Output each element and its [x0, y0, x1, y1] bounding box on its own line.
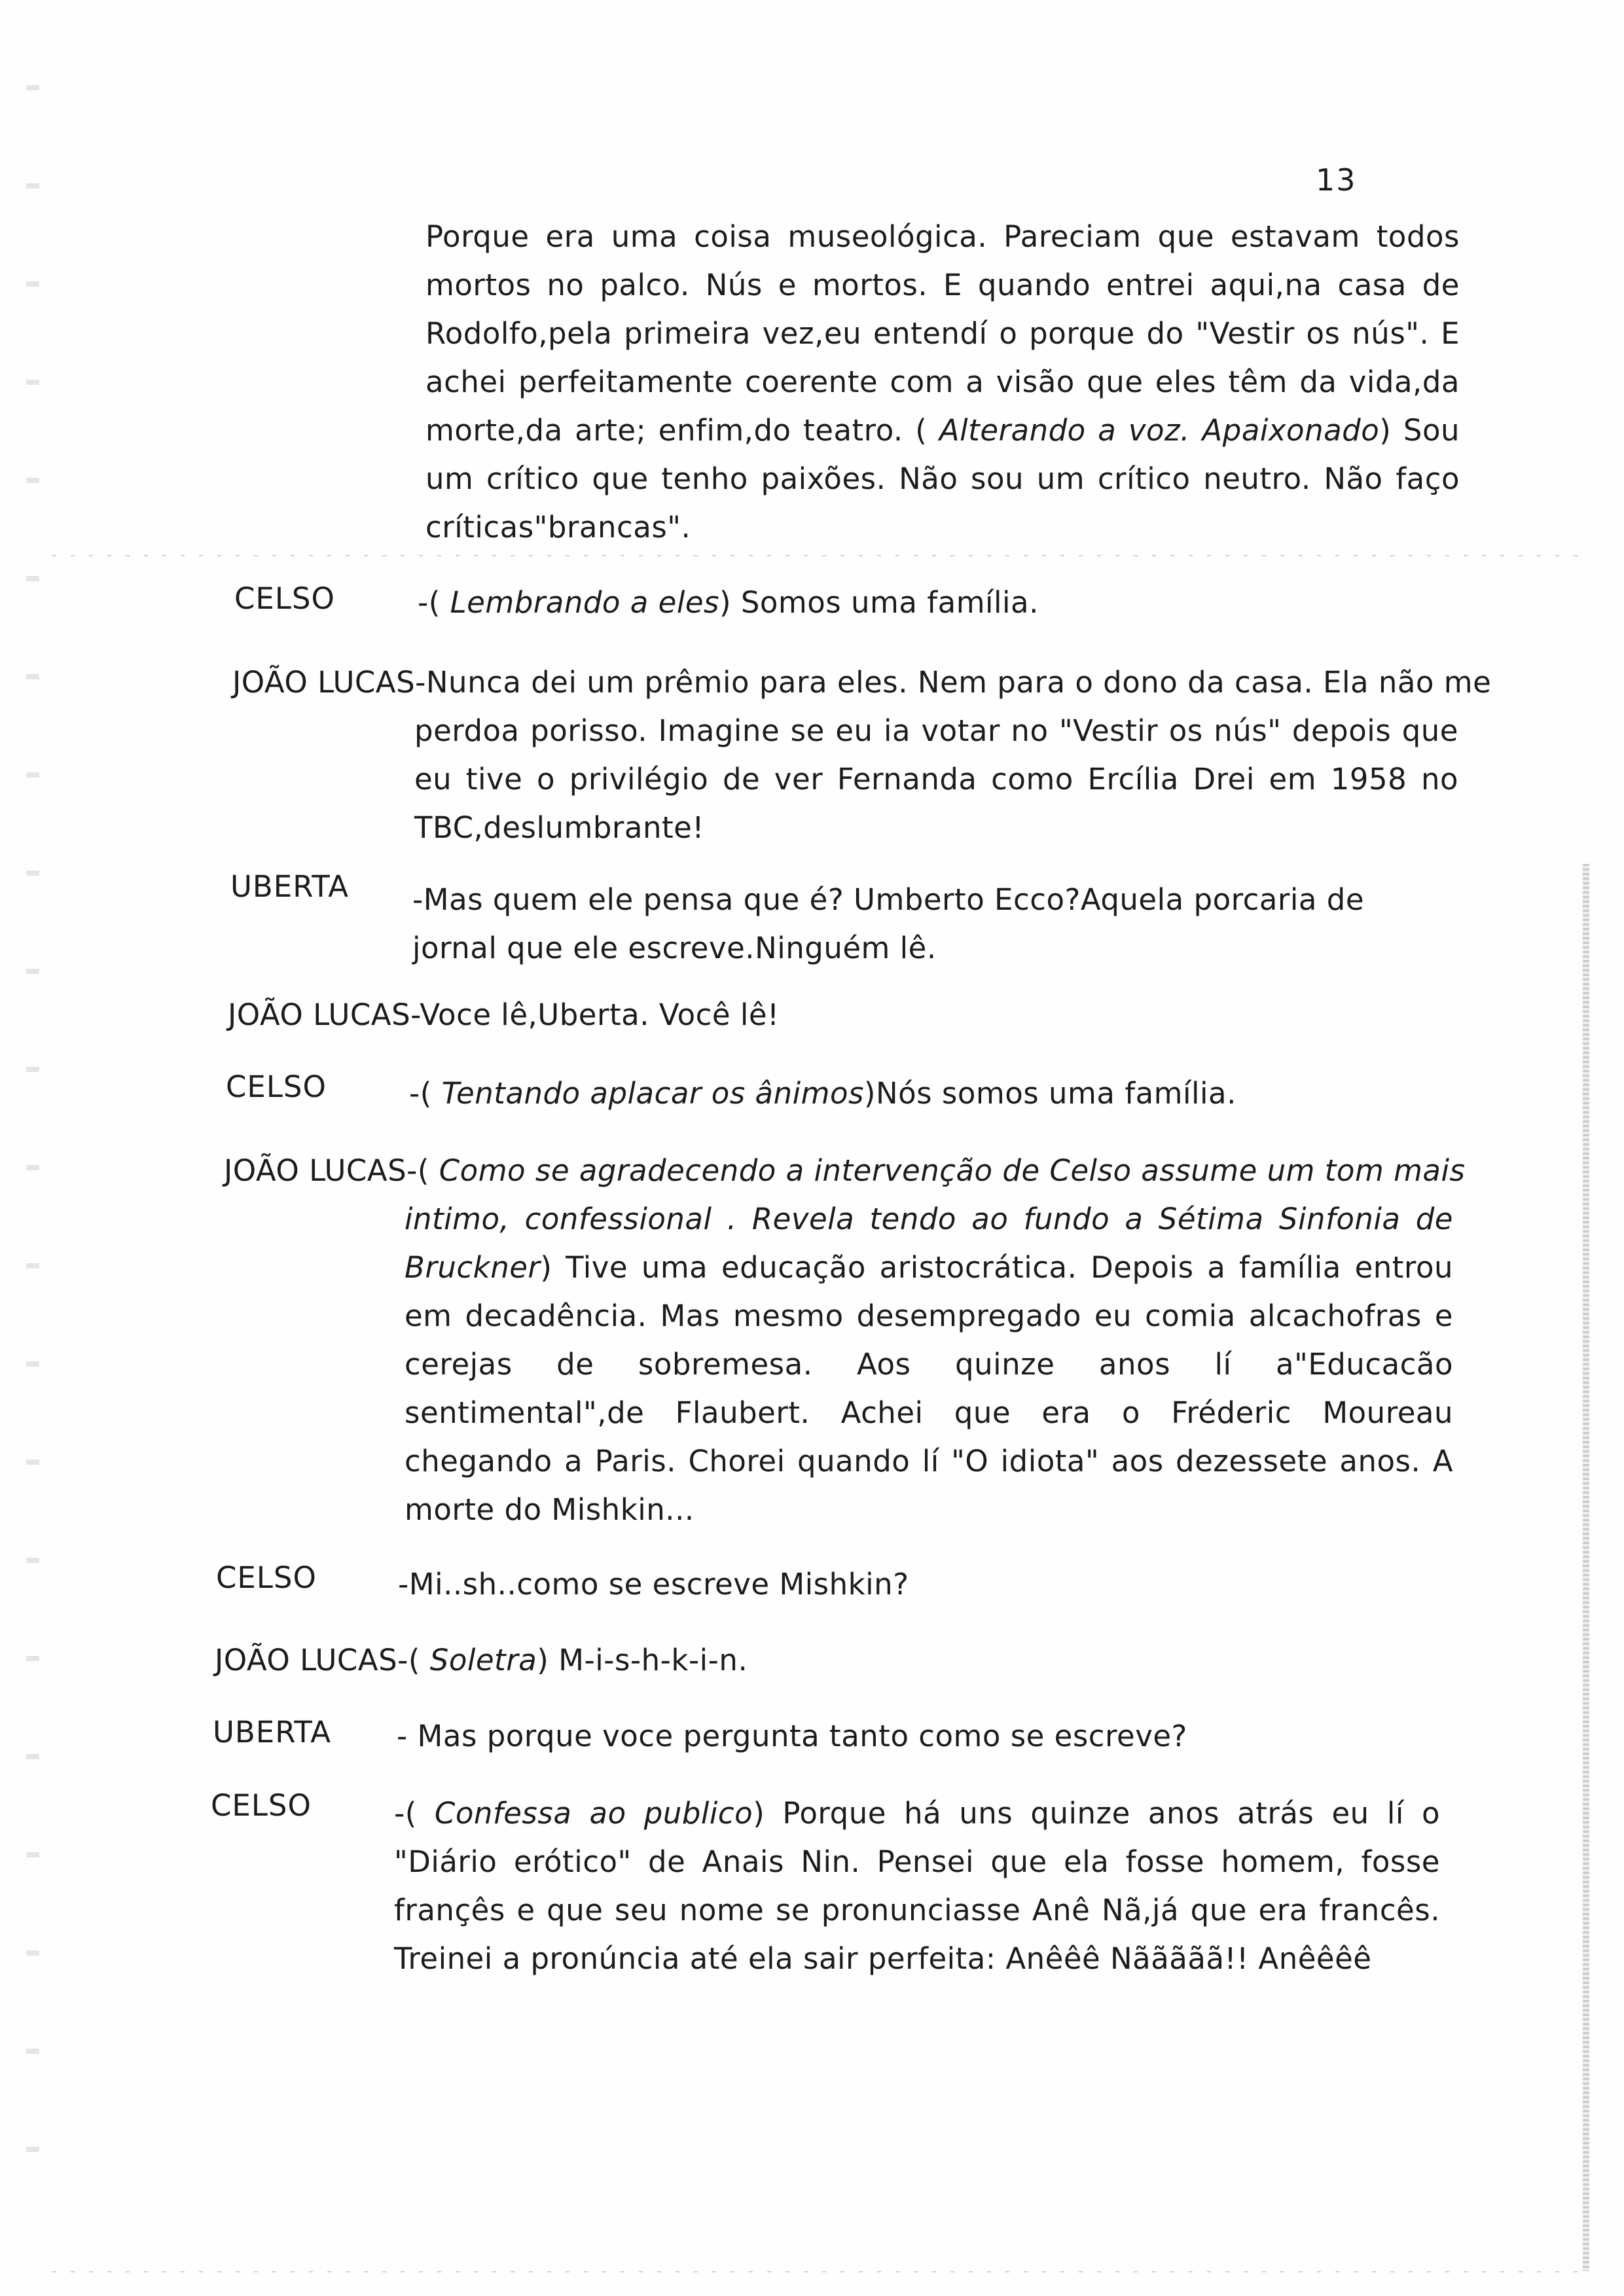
speech-text: -( Confessa ao publico) Porque há uns quinze anos atrás eu lí o "Diário erótico" de Anais Nin. Pensei que ela fosse homem, fosse françês e que seu nome se pronunciasse Anê Nã,já que era francês. Treinei a pronúncia até ela sair perfeita: Anêêê Nããããã!! Anêêêê [394, 1796, 1440, 1976]
stage-direction: intimo, confessional . Revela tendo ao fundo a Sétima Sinfonia de Bruckner [405, 1202, 1453, 1285]
speech-line: -( Lembrando a eles) Somos uma família. [418, 585, 1039, 620]
speech-line: JOÃO LUCAS-Voce lê,Uberta. Você lê! [228, 997, 780, 1032]
stage-direction: Tentando aplacar os ânimos [441, 1076, 864, 1111]
left-margin-artifact [26, 39, 39, 2199]
speaker-name: CELSO [234, 581, 335, 616]
speech-continuation [425, 213, 1460, 552]
speaker-name: UBERTA [230, 869, 350, 904]
speech-text: ) Sou um crítico que tenho paixões. Não sou um crítico neutro. Não faço críticas"brancas". [425, 413, 1460, 545]
speaker-name: JOÃO LUCAS [232, 665, 416, 700]
speaker-name: JOÃO LUCAS [224, 1153, 407, 1188]
speech-text: -Mas quem ele pensa que é? Umberto Ecco?Aquela porcaria de jornal que ele escreve.Ninguém lê. [412, 882, 1365, 965]
speaker-name: UBERTA [213, 1715, 332, 1749]
stage-direction: Confessa ao publico [434, 1796, 753, 1831]
speech-text: Porque era uma coisa museológica. Pareciam que estavam todos mortos no palco. Nús e mortos. E quando entrei aqui,na casa de Rodolfo,pela primeira vez,eu entendí o porque do "Vestir os nús". E achei perfeitamente coerente com a visão que eles têm da vida,da morte,da arte; enfim,do teatro. ( [425, 219, 1460, 448]
speech-text: -Mi..sh..como se escreve Mishkin? [398, 1567, 909, 1602]
speaker-name: CELSO [216, 1560, 317, 1595]
speech-line: JOÃO LUCAS-( Como se agradecendo a intervenção de Celso assume um tom mais [224, 1153, 1466, 1188]
stage-direction: Alterando a voz. Apaixonado [939, 413, 1380, 448]
scan-dotted-line [52, 555, 1578, 556]
page-number: 13 [1316, 162, 1357, 198]
speaker-name: CELSO [226, 1069, 327, 1104]
speaker-name: CELSO [211, 1788, 312, 1823]
speech-line: JOÃO LUCAS-Nunca dei um prêmio para eles. Nem para o dono da casa. Ela não me [232, 665, 1492, 700]
stage-direction: Soletra [429, 1643, 537, 1677]
speaker-name: JOÃO LUCAS [215, 1643, 398, 1677]
right-edge-artifact [1583, 864, 1589, 2271]
speech-text: - Mas porque voce pergunta tanto como se escreve? [397, 1719, 1187, 1753]
speech-line: JOÃO LUCAS-( Soletra) M-i-s-h-k-i-n. [215, 1643, 748, 1677]
stage-direction: Lembrando a eles [450, 585, 719, 620]
speech-text: intimo, confessional . Revela tendo ao fundo a Sétima Sinfonia de Bruckner) Tive uma educação aristocrática. Depois a família entrou em decadência. Mas mesmo desempregado eu comia alcachofras e cerejas de sobremesa. Aos quinze anos lí a"Educacão sentimental",de Flaubert. Achei que era o Fréderic Moureau chegando a Paris. Chorei quando lí "O idiota" aos dezessete anos. A morte do Mishkin... [405, 1202, 1453, 1527]
speech-text: perdoa porisso. Imagine se eu ia votar no "Vestir os nús" depois que eu tive o privilégio de ver Fernanda como Ercília Drei em 1958 no TBC,deslumbrante! [414, 713, 1458, 845]
scan-dotted-line-bottom [52, 2271, 1578, 2272]
speaker-name: JOÃO LUCAS [228, 997, 411, 1032]
speech-line: -( Tentando aplacar os ânimos)Nós somos uma família. [409, 1076, 1236, 1111]
stage-direction: Como se agradecendo a intervenção de Celso assume um tom mais [439, 1153, 1466, 1188]
